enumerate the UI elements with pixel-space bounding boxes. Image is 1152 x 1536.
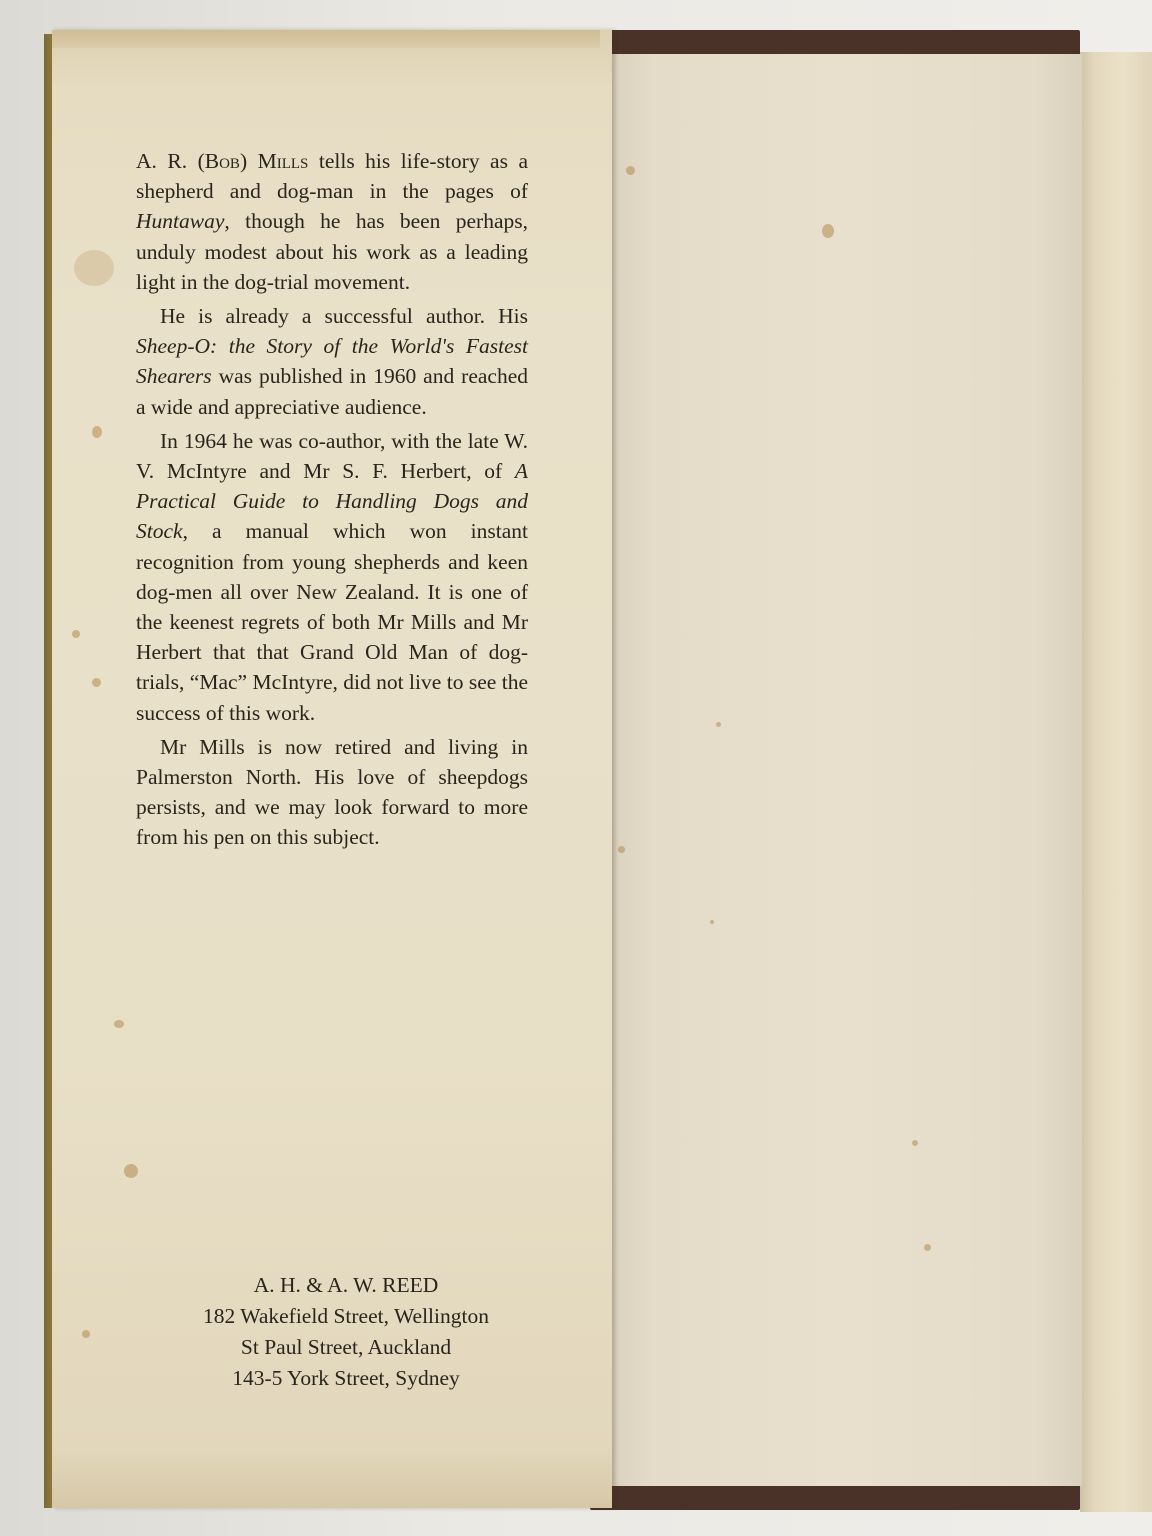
paragraph: Mr Mills is now retired and living in Palmerston North. His love of sheepdogs persists, and we may look forward to more from his pen on this subject. bbox=[136, 734, 528, 850]
foxing-spot bbox=[822, 224, 834, 238]
foxing-spot bbox=[618, 846, 625, 853]
text-run: tells his life-story as a shepherd and dog-man in the pages of bbox=[136, 149, 528, 204]
foxing-spot bbox=[72, 630, 80, 638]
foxing-spot bbox=[626, 166, 635, 175]
biography-text bbox=[136, 146, 528, 857]
paragraph bbox=[136, 426, 528, 728]
text-run: In 1964 he was co-author, with the late W. V. McIntyre and Mr S. F. Herbert, of bbox=[136, 428, 528, 484]
foxing-spot bbox=[92, 678, 101, 687]
foxing-spot bbox=[710, 920, 714, 924]
publisher-address: 182 Wakefield Street, Wellington bbox=[203, 1304, 489, 1328]
foxing-spot bbox=[716, 722, 721, 727]
publisher-name: A. H. & A. W. REED bbox=[253, 1273, 439, 1297]
author-name-part: Bob bbox=[204, 149, 240, 173]
author-surname: Mills bbox=[257, 149, 309, 173]
text-run: , though he has been perhaps, unduly modest about his work as a leading light in the dog-trial movement. bbox=[136, 209, 528, 294]
text-run: He is already a successful author. His bbox=[160, 304, 528, 329]
text-run: was published in 1960 and reached a wide and appreciative audience. bbox=[136, 364, 528, 419]
flap-worn-edge bbox=[52, 30, 600, 48]
publisher-address: St Paul Street, Auckland bbox=[240, 1335, 452, 1359]
book-title: Huntaway bbox=[136, 209, 225, 234]
text-run: , a manual which won instant recognition from young shepherds and keen dog-men all over New Zealand. It is one of the keenest regrets of both Mr Mills and Mr Herbert that that Grand Old Man of dog-trials, “Mac” McIntyre, did not live to see the success of this work. bbox=[136, 519, 528, 725]
author-name-part: A. R. ( bbox=[136, 149, 205, 173]
paragraph bbox=[136, 301, 528, 422]
page-edge bbox=[1080, 52, 1152, 1512]
foxing-spot bbox=[924, 1244, 931, 1251]
publisher-address: 143-5 York Street, Sydney bbox=[232, 1366, 460, 1390]
foxing-spot bbox=[82, 1330, 90, 1338]
foxing-spot bbox=[912, 1140, 918, 1146]
foxing-spot bbox=[92, 426, 102, 438]
book-title: A Practical Guide to Handling Dogs and Stock bbox=[136, 459, 528, 544]
endpaper bbox=[606, 54, 1082, 1486]
stain bbox=[74, 250, 114, 286]
publisher-imprint bbox=[136, 1270, 556, 1394]
paragraph bbox=[136, 146, 528, 297]
foxing-spot bbox=[114, 1020, 124, 1028]
author-name-part: ) bbox=[239, 149, 258, 173]
foxing-spot bbox=[124, 1164, 138, 1178]
book-title: Sheep-O: the Story of the World's Fastest Shearers bbox=[136, 334, 528, 389]
